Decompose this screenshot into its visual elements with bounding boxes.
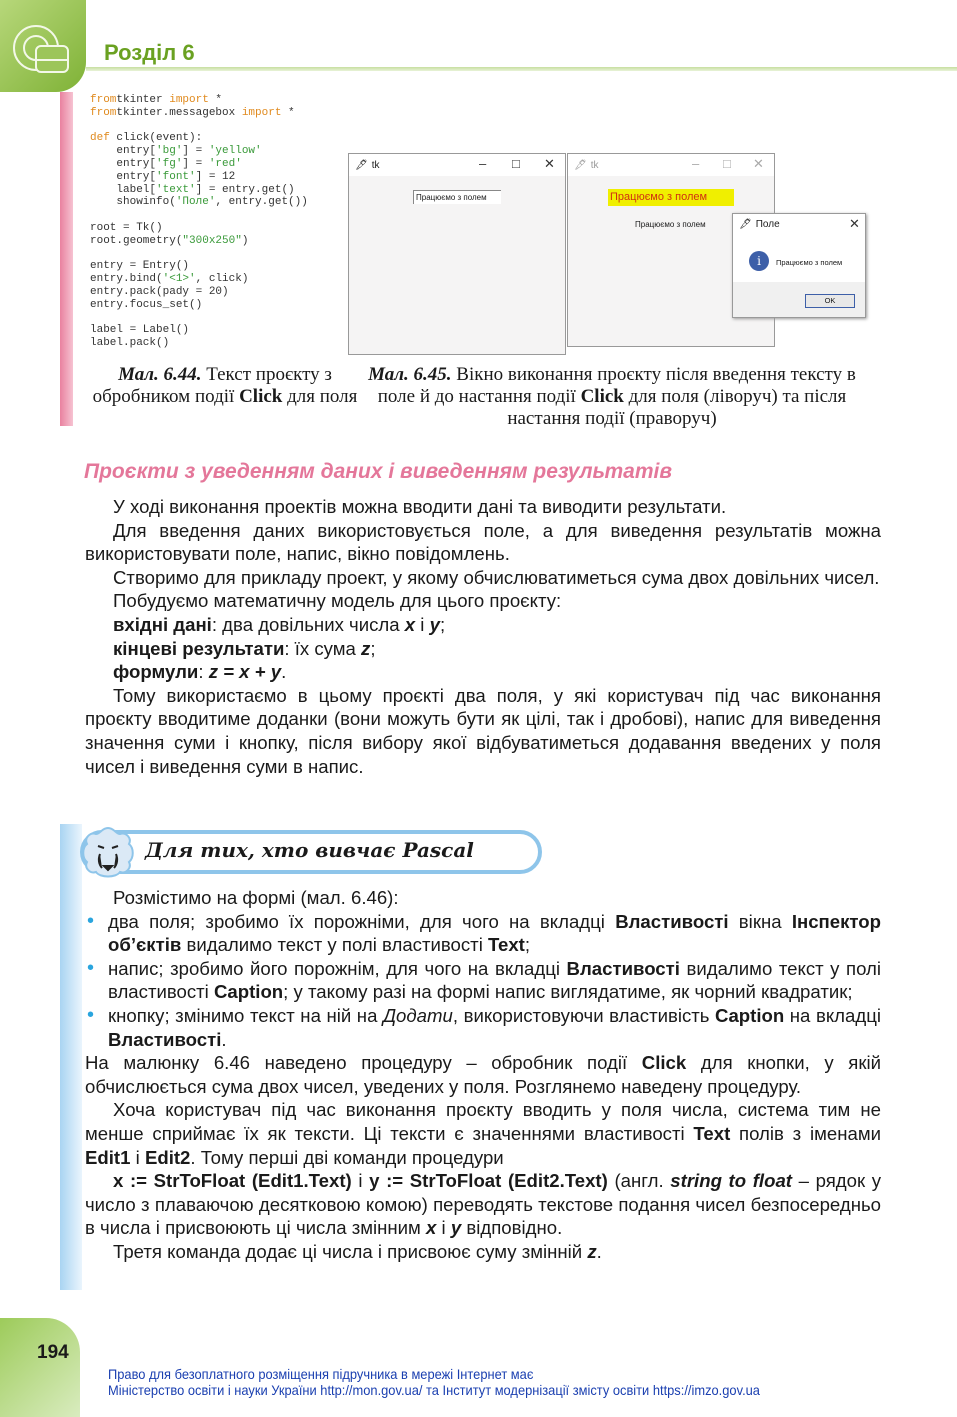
text-segment: для кнопки, у якій обчислюється сума двох чисел, уведених у поля. Розглянемо наведену процедуру. <box>85 1052 881 1097</box>
text-segment: ; <box>370 637 376 659</box>
text-segment: label[ <box>90 183 157 196</box>
code-line <box>90 248 308 261</box>
paragraph <box>85 1098 881 1169</box>
text-segment: . <box>221 1028 227 1050</box>
maximize-icon[interactable]: □ <box>512 156 520 171</box>
text-segment: ] = <box>182 157 209 170</box>
text-segment: ; <box>439 613 446 635</box>
text-segment: string to float <box>670 1170 792 1192</box>
text-segment: Edit1 <box>85 1146 131 1168</box>
text-segment: (англ. <box>607 1170 671 1192</box>
caption-text: для поля (ліворуч) та після настання події (праворуч) <box>507 386 847 429</box>
code-line <box>90 273 308 286</box>
text-segment: entry.bind( <box>90 273 163 286</box>
entry-field[interactable]: Працюємо з полем <box>413 190 501 204</box>
info-dialog <box>732 213 866 318</box>
text-segment: і <box>415 613 430 635</box>
text-segment: 'yellow' <box>208 145 262 158</box>
text-segment: кнопку; змінимо текст на ній на <box>108 1004 383 1026</box>
text-segment: ) <box>241 234 249 247</box>
window-title: tk <box>590 159 599 171</box>
text-segment: Text <box>693 1122 731 1144</box>
text-segment: формули <box>113 661 199 683</box>
feather-icon: 🖋 <box>574 159 587 171</box>
text-segment: Третя команда додає ці числа і присвоює суму змінній <box>113 1240 588 1262</box>
text-segment: Додати <box>382 1004 453 1026</box>
text-segment: x := StrToFloat (Edit1.Text) <box>113 1170 352 1192</box>
caption-fig-6-45 <box>352 364 872 430</box>
paragraph <box>85 886 881 910</box>
text-segment: Caption <box>715 1004 785 1026</box>
code-line <box>90 120 308 133</box>
ok-button[interactable]: OK <box>805 294 855 308</box>
text-segment: showinfo( <box>90 196 176 209</box>
code-line <box>90 196 308 209</box>
text-segment: і <box>351 1170 370 1192</box>
text-segment: , click) <box>195 273 249 286</box>
text-segment: полів з іменами <box>730 1122 882 1144</box>
text-segment: кінцеві результати <box>113 637 285 659</box>
text-segment: click(event): <box>109 132 203 145</box>
text-segment: Властивості <box>566 957 680 979</box>
text-segment: 'red' <box>208 157 242 170</box>
paragraph <box>85 519 881 566</box>
footer-line-1: Право для безоплатного розміщення підручника в мережі Інтернет має <box>108 1366 534 1382</box>
text-segment: Click <box>641 1052 687 1074</box>
chapter-title: Розділ 6 <box>104 40 195 65</box>
caption-fig-6-44 <box>90 364 360 408</box>
text-segment: – рядок у число з плаваючою десятковою комою) переводять текстове подання чисел безпосередньо в числа і присвоюють ці числа змінним <box>85 1170 882 1239</box>
text-segment: 'font' <box>156 170 196 183</box>
caption-number: Мал. 6.44. <box>118 364 202 385</box>
feather-icon: 🖋 <box>739 218 752 230</box>
caption-number: Мал. 6.45. <box>368 364 452 385</box>
text-segment: import <box>169 94 209 106</box>
text-segment: label.pack() <box>90 337 170 350</box>
close-icon[interactable]: ✕ <box>753 156 764 171</box>
text-segment: '<1>' <box>162 273 196 286</box>
text-segment: ; <box>524 934 531 956</box>
text-segment: напис; зробимо його порожнім, для чого на вкладці <box>108 957 567 979</box>
text-segment: і <box>130 1146 145 1168</box>
text-segment: вхідні дані <box>113 613 212 635</box>
text-segment: : два довільних числа <box>211 613 405 635</box>
title-bar <box>568 154 774 176</box>
text-segment: ] = <box>182 145 209 158</box>
minimize-icon[interactable]: – <box>479 156 487 171</box>
paragraph <box>85 566 881 590</box>
pascal-margin-strip <box>60 824 82 1290</box>
maximize-icon[interactable]: □ <box>723 156 731 171</box>
caption-bold: Click <box>239 386 283 407</box>
text-segment: * <box>281 106 295 119</box>
text-segment: і <box>436 1217 451 1239</box>
text-segment: entry.pack(pady = 20) <box>90 285 229 298</box>
result-label: Працюємо з полем <box>635 220 706 229</box>
code-line <box>90 94 308 107</box>
code-line <box>90 171 308 184</box>
disc-card-icon <box>0 0 86 92</box>
code-margin-strip <box>60 92 73 426</box>
caption-bold: Click <box>580 386 624 407</box>
paragraph <box>85 589 881 613</box>
close-icon[interactable]: ✕ <box>849 216 860 231</box>
text-segment: * <box>208 94 223 106</box>
text-segment: два поля; зробимо їх порожніми, для чого на вкладці <box>108 910 616 932</box>
entry-field-highlighted[interactable]: Працюємо з полем <box>608 189 734 206</box>
tk-window-before <box>348 153 566 355</box>
text-segment: z = x + y <box>208 661 282 683</box>
code-listing <box>90 94 308 350</box>
code-line <box>90 158 308 171</box>
text-segment: 'text' <box>156 183 196 196</box>
caption-text: Текст проєкту з обробником події <box>92 364 332 407</box>
text-segment: Створимо для прикладу проект, у якому обчислюватиметься сума двох довільних чисел. <box>113 566 880 588</box>
bullet-item <box>85 910 881 957</box>
section-heading: Проєкти з уведенням даних і виведенням результатів <box>84 460 673 483</box>
chapter-tab <box>0 0 86 92</box>
text-segment: . Тому перші дві команди процедури <box>190 1146 504 1168</box>
text-segment: label = Label() <box>90 324 190 337</box>
code-line <box>90 145 308 158</box>
text-segment: на вкладці <box>784 1004 881 1026</box>
code-line <box>90 324 308 337</box>
text-segment: Інспектор об’єктів <box>108 910 882 956</box>
bullet-list <box>85 910 881 1052</box>
text-segment: entry[ <box>90 145 157 158</box>
paragraph <box>85 684 881 778</box>
code-line <box>90 235 308 248</box>
paragraph <box>85 1051 881 1098</box>
text-segment: entry[ <box>90 157 157 170</box>
close-icon[interactable]: ✕ <box>544 156 555 171</box>
paragraph <box>85 1169 881 1240</box>
text-segment: x <box>404 613 416 635</box>
text-segment: На малюнку 6.46 наведено процедуру – обробник події <box>85 1052 642 1074</box>
paragraph <box>85 637 881 661</box>
footer-line-2: Міністерство освіти і науки України http://mon.gov.ua/ та Інститут модернізації змісту освіти https://imzo.gov.ua <box>108 1382 760 1398</box>
text-segment: tkinter.messagebox <box>116 106 242 119</box>
text-segment: . <box>281 661 287 683</box>
text-segment: import <box>241 106 282 119</box>
text-segment: , entry.get()) <box>215 196 308 209</box>
text-segment: вікна <box>728 910 792 932</box>
paragraph <box>85 495 881 519</box>
window-title: tk <box>371 159 380 171</box>
text-segment: entry = Entry() <box>90 260 190 273</box>
text-segment: Для введення даних використовується поле, а для виведення результатів можна використовувати поле, напис, вікно повідомлень. <box>85 519 881 565</box>
caption-text: Вікно виконання проєкту після введення тексту в поле й до настання події <box>377 364 856 407</box>
code-line <box>90 184 308 197</box>
info-icon: i <box>749 251 769 271</box>
text-segment: y := StrToFloat (Edit2.Text) <box>369 1170 608 1192</box>
pascal-text <box>85 886 881 1264</box>
text-segment: Побудуємо математичну модель для цього проєкту: <box>113 590 562 612</box>
title-bar <box>349 154 565 176</box>
text-segment: Text <box>488 934 525 956</box>
dialog-title-bar <box>733 214 865 234</box>
text-segment: . <box>596 1240 602 1262</box>
text-segment: entry[ <box>90 170 157 183</box>
code-line <box>90 337 308 350</box>
text-segment: z <box>361 637 371 659</box>
text-segment: y <box>450 1217 462 1239</box>
chapter-divider <box>86 67 957 71</box>
text-segment: "300x250" <box>182 234 242 247</box>
code-line <box>90 286 308 299</box>
text-segment: Хоча користувач під час виконання проєкту вводить у поля числа, система тим не менше сприймає їх як тексти. Ці тексти є значеннями властивості <box>85 1099 881 1144</box>
dialog-title: Поле <box>755 218 780 230</box>
text-segment: Caption <box>213 981 284 1003</box>
text-segment: Властивості <box>615 910 729 932</box>
text-segment: відповідно. <box>461 1217 563 1239</box>
text-segment: root.geometry( <box>90 234 183 247</box>
code-line <box>90 312 308 325</box>
code-line <box>90 222 308 235</box>
main-text <box>85 495 881 778</box>
text-segment: ] = entry.get() <box>195 183 295 196</box>
pascal-header-title: Для тих, хто вивчає Pascal <box>145 838 474 862</box>
text-segment: def <box>90 132 110 145</box>
paragraph <box>85 613 881 637</box>
dialog-message: Працюємо з полем <box>776 258 843 267</box>
text-segment: 'fg' <box>156 157 183 170</box>
text-segment: : <box>198 661 209 683</box>
text-segment: Тому використаємо в цьому проєкті два поля, у які користувач під час виконання проєкту вводитиме доданки (вони можуть бути як цілі, так і дробові), напис для виведення значення суми і кнопку, після вибору якої відбуватиметься додавання введених у поля чисел і виведення суми в напис. <box>85 684 881 777</box>
text-segment: from <box>90 94 117 106</box>
code-line <box>90 209 308 222</box>
text-segment: 'bg' <box>156 145 183 158</box>
code-line <box>90 260 308 273</box>
feather-icon: 🖋 <box>355 159 368 171</box>
text-segment: root = Tk() <box>90 221 163 234</box>
caption-text: для поля <box>282 386 358 407</box>
text-segment: Розмістимо на формі (мал. 6.46): <box>113 887 399 908</box>
text-segment: y <box>429 613 440 635</box>
lion-icon <box>80 826 136 880</box>
text-segment: Властивості <box>108 1028 222 1050</box>
text-segment: , використовуючи властивість <box>452 1004 716 1026</box>
code-line <box>90 299 308 312</box>
text-segment: видалимо текст у полі властивості <box>108 957 882 1003</box>
text-segment: ; у такому разі на формі напис виглядатиме, як чорний квадратик; <box>283 981 853 1003</box>
text-segment: ] = 12 <box>195 170 236 183</box>
text-segment: entry.focus_set() <box>90 298 203 311</box>
paragraph <box>85 1240 881 1264</box>
minimize-icon[interactable]: – <box>692 156 700 171</box>
text-segment: x <box>426 1217 437 1239</box>
text-segment: from <box>90 106 117 119</box>
text-segment: z <box>587 1240 597 1262</box>
paragraph <box>85 660 881 684</box>
page-number-tab <box>0 1318 80 1417</box>
text-segment: видалимо текст у полі властивості <box>181 934 488 956</box>
bullet-item <box>85 1004 881 1051</box>
text-segment: : їх сума <box>284 637 362 659</box>
page-number: 194 <box>37 1342 69 1363</box>
text-segment: Edit2 <box>144 1146 191 1168</box>
text-segment: tkinter <box>116 94 170 106</box>
text-segment: У ході виконання проектів можна вводити дані та виводити результати. <box>113 496 727 517</box>
code-line <box>90 132 308 145</box>
bullet-item <box>85 957 881 1004</box>
text-segment: 'Поле' <box>175 196 216 209</box>
code-line <box>90 107 308 120</box>
